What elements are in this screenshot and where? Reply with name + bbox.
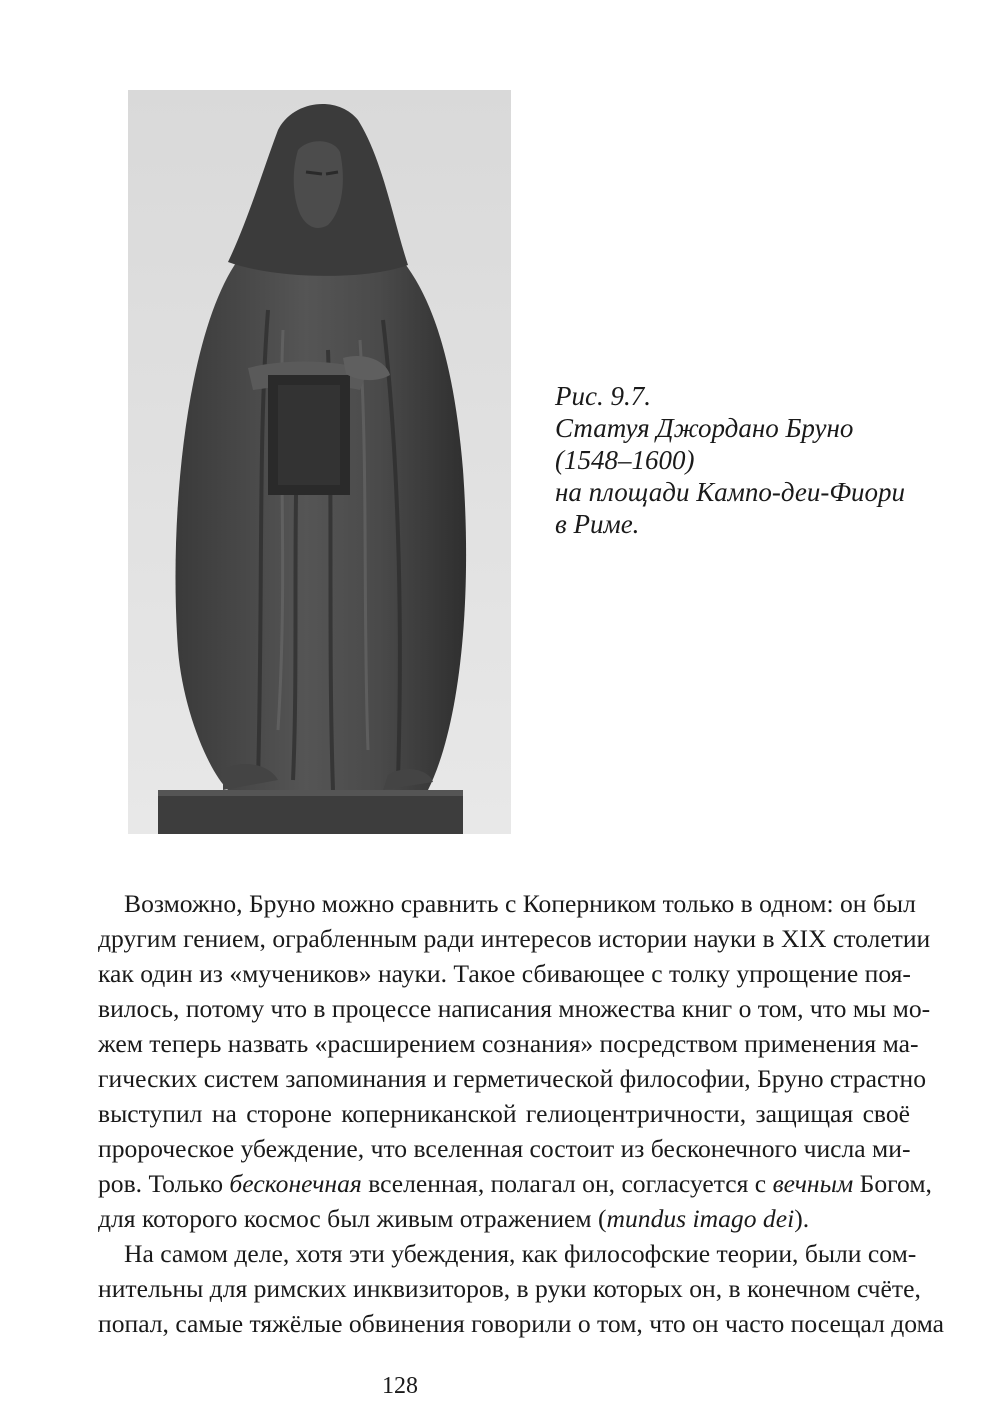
statue-photo <box>128 90 511 834</box>
text-line: попал, самые тяжёлые обвинения говорили о том, что он часто посещал дома <box>98 1309 944 1338</box>
page-number: 128 <box>382 1373 418 1399</box>
text-line: Возможно, Бруно можно сравнить с Коперником только в одном: он был <box>124 889 916 918</box>
text-line: жем теперь назвать «расширением сознания» посредством применения ма- <box>98 1029 919 1058</box>
text-line: выступил на стороне коперниканской гелиоцентричности, защищая своё <box>98 1099 910 1128</box>
emphasis: вечным <box>772 1169 854 1198</box>
text-line: вилось, потому что в процессе написания множества книг о том, что мы мо- <box>98 994 931 1023</box>
caption-line: Рис. 9.7. <box>555 381 651 411</box>
text-line: пророческое убеждение, что вселенная состоит из бесконечного числа ми- <box>98 1134 911 1163</box>
statue-illustration <box>128 90 511 834</box>
caption-line: (1548–1600) <box>555 445 695 475</box>
text-line: ров. Только бесконечная вселенная, полагал он, согласуется с вечным Богом, <box>98 1169 932 1198</box>
figure-caption <box>555 380 975 540</box>
caption-line: в Риме. <box>555 509 640 539</box>
emphasis: mundus imago dei <box>606 1204 795 1233</box>
emphasis: бесконечная <box>229 1169 362 1198</box>
text-line: как один из «мучеников» науки. Такое сбивающее с толку упрощение поя- <box>98 959 911 988</box>
text-line: другим гением, ограбленным ради интересов истории науки в XIX столетии <box>98 924 931 953</box>
text-line: нительны для римских инквизиторов, в руки которых он, в конечном счёте, <box>98 1274 921 1303</box>
text-line: На самом деле, хотя эти убеждения, как философские теории, были сом- <box>124 1239 917 1268</box>
body-text <box>98 886 944 1341</box>
text-line: для которого космос был живым отражением (mundus imago dei). <box>98 1204 810 1233</box>
caption-line: на площади Кампо-деи-Фиори <box>555 477 906 507</box>
caption-line: Статуя Джордано Бруно <box>555 413 854 443</box>
text-line: гических систем запоминания и герметической философии, Бруно страстно <box>98 1064 926 1093</box>
